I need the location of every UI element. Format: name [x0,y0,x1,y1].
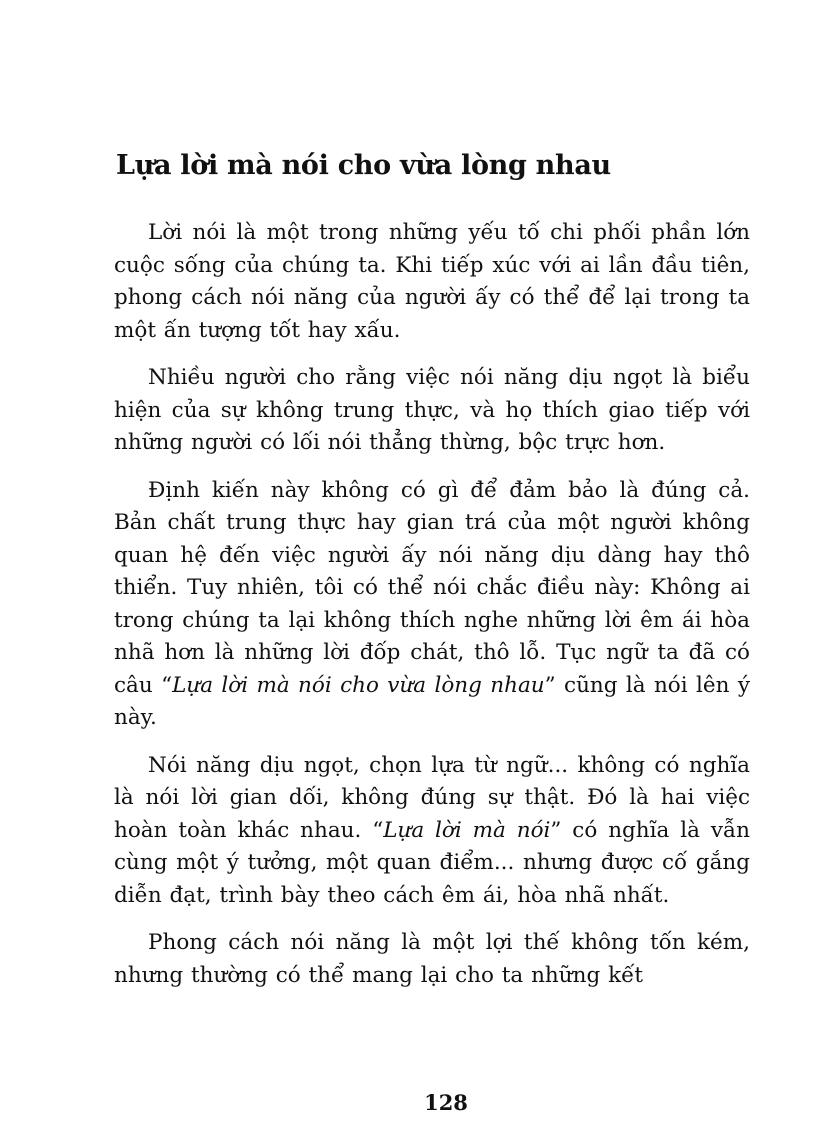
short-quote: Lựa lời mà nói [383,817,551,843]
proverb-quote: Lựa lời mà nói cho vừa lòng nhau [172,672,545,698]
paragraph-5: Phong cách nói năng là một lợi thế không tốn kém, nhưng thường có thể mang lại cho ta những kết [114,930,750,988]
paragraph-3-text-b: ” cũng là nói lên ý này. [114,672,750,730]
body-text [114,217,750,1007]
paragraph-2: Nhiều người cho rằng việc nói năng dịu ngọt là biểu hiện của sự không trung thực, và họ thích giao tiếp với những người có lối nói thẳng thừng, bộc trực hơn. [114,365,750,455]
paragraph-1: Lời nói là một trong những yếu tố chi phối phần lớn cuộc sống của chúng ta. Khi tiếp xúc với ai lần đầu tiên, phong cách nói năng của người ấy có thể để lại trong ta một ấn tượng tốt hay xấu. [114,220,750,343]
book-page [114,0,750,1123]
paragraph-3-text-a: Định kiến này không có gì để đảm bảo là đúng cả. Bản chất trung thực hay gian trá của một người không quan hệ đến việc người ấy nói năng dịu dàng hay thô thiển. Tuy nhiên, tôi có thể nói chắc điều này: Không ai trong chúng ta lại không thích nghe những lời êm ái hòa nhã hơn là những lời đốp chát, thô lỗ. Tục ngữ ta đã có câu “ [114,477,750,698]
page-number: 128 [424,1090,468,1115]
chapter-title: Lựa lời mà nói cho vừa lòng nhau [116,150,611,181]
paragraph-4-text-b: ” có nghĩa là vẫn cùng một ý tưởng, một quan điểm... nhưng được cố gắng diễn đạt, trình bày theo cách êm ái, hòa nhã nhất. [114,817,750,908]
paragraph-3 [114,475,750,735]
paragraph-4 [114,750,750,913]
paragraph-4-text-a: Nói năng dịu ngọt, chọn lựa từ ngữ... không có nghĩa là nói lời gian dối, không đúng sự thật. Đó là hai việc hoàn toàn khác nhau. “ [114,752,750,843]
